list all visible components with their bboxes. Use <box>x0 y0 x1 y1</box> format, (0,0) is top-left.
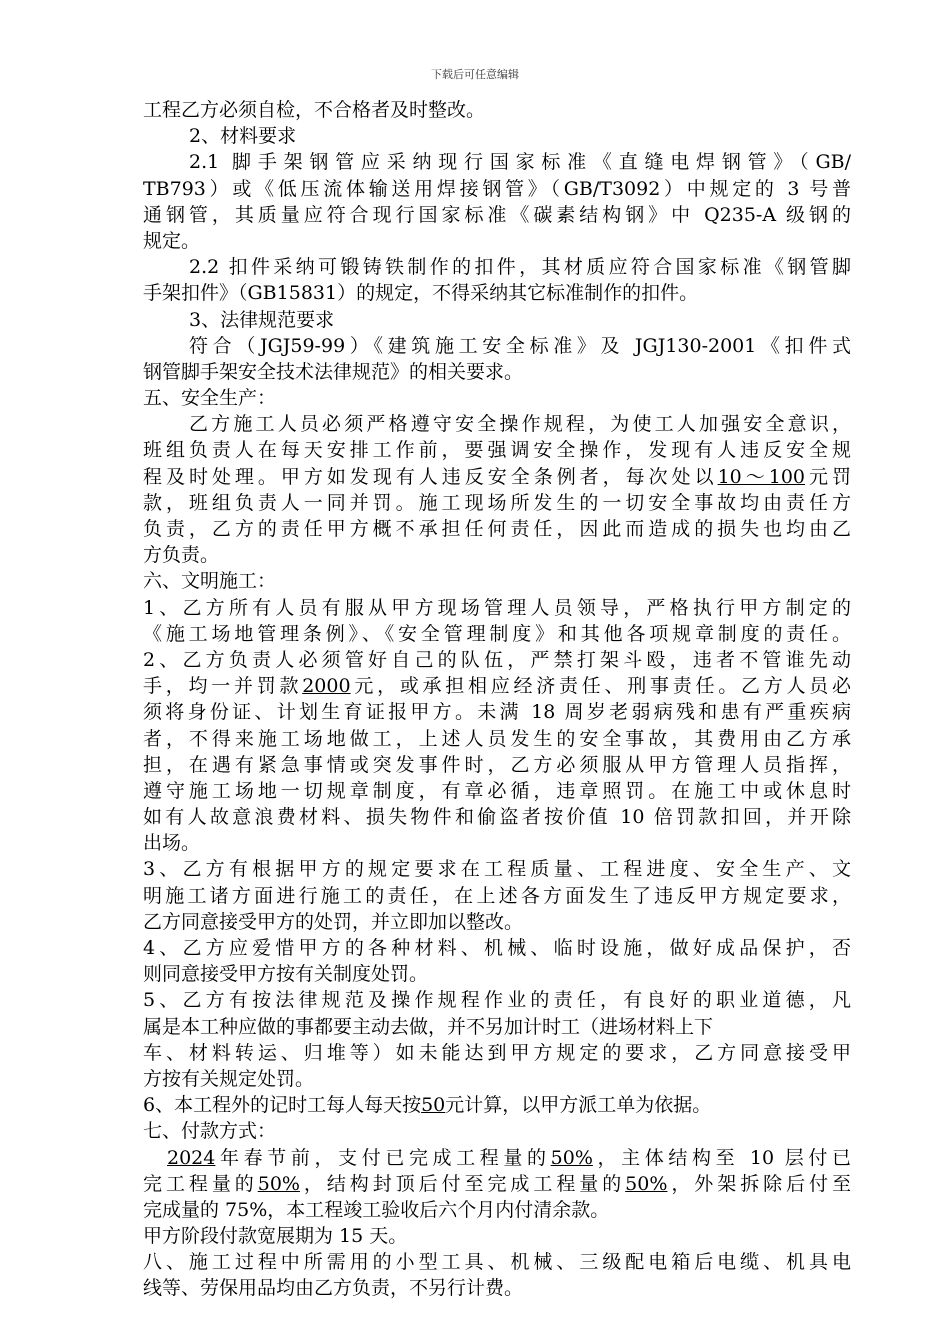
payment-year: 2024 <box>167 1146 216 1169</box>
text-segment: ，主体结构至 10 层付已 <box>592 1146 851 1169</box>
text-line: 2.1 脚手架钢管应采纳现行国家标准《直缝电焊钢管》（GB/ <box>189 151 851 174</box>
document-body <box>143 97 851 1302</box>
text-line: 2.2 扣件采纳可锻铸铁制作的扣件，其材质应符合国家标准《钢管脚 <box>189 256 851 279</box>
text-line: 3、乙方有根据甲方的规定要求在工程质量、工程进度、安全生产、文 <box>143 858 851 881</box>
text-line: 者，不得来施工场地做工，上述人员发生的安全事故，其费用由乙方承 <box>143 727 851 750</box>
text-segment: 年春节前，支付已完成工程量的 <box>215 1146 551 1169</box>
section-heading: 七、付款方式： <box>143 1120 277 1143</box>
fine-amount: 10～100 <box>717 465 806 488</box>
text-line: 则同意接受甲方按有关制度处罚。 <box>143 963 429 986</box>
payment-percent: 50% <box>257 1172 300 1195</box>
text-line: 甲方阶段付款宽展期为 15 天。 <box>143 1225 408 1248</box>
text-line: 钢管脚手架安全技术法律规范》的相关要求。 <box>143 360 524 383</box>
text-line: 出场。 <box>143 832 201 855</box>
text-line: TB793）或《低压流体输送用焊接钢管》（GB/T3092）中规定的 3 号普 <box>143 177 851 200</box>
text-segment: 元，或承担相应经济责任、刑事责任。乙方人员必 <box>350 675 851 698</box>
text-line: 工程乙方必须自检，不合格者及时整改。 <box>143 99 486 121</box>
text-segment: 元计算，以甲方派工单为依据。 <box>445 1094 712 1117</box>
text-line: 5、乙方有按法律规范及操作规程作业的责任，有良好的职业道德，凡 <box>143 989 851 1012</box>
payment-percent: 50% <box>625 1172 668 1195</box>
text-line: 2、乙方负责人必须管好自己的队伍，严禁打架斗殴，违者不管谁先动 <box>143 648 851 671</box>
text-segment: 6、本工程外的记时工每人每天按 <box>143 1094 422 1117</box>
section-heading: 2、材料要求 <box>189 125 297 148</box>
text-line: 《施工场地管理条例》、《安全管理制度》和其他各项规章制度的责任。 <box>143 622 851 645</box>
text-line: 乙方同意接受甲方的处罚，并立即加以整改。 <box>143 910 524 933</box>
text-line: 完成量的 75%，本工程竣工验收后六个月内付清余款。 <box>143 1198 610 1221</box>
text-segment: ，结构封顶后付至完成工程量的 <box>299 1172 626 1195</box>
text-line: 如有人故意浪费材料、损失物件和偷盗者按价值 10 倍罚款扣回，并开除 <box>143 806 851 829</box>
text-line: 线等、劳保用品均由乙方负责，不另行计费。 <box>143 1277 524 1300</box>
text-line: 八、施工过程中所需用的小型工具、机械、三级配电箱后电缆、机具电 <box>143 1251 851 1274</box>
text-segment: 完工程量的 <box>143 1172 258 1195</box>
text-line: 负责，乙方的责任甲方概不承担任何责任，因此而造成的损失也均由乙 <box>143 518 851 540</box>
text-line: 规定。 <box>143 229 201 252</box>
text-line <box>143 673 851 699</box>
text-line: 1、乙方所有人员有服从甲方现场管理人员领导，严格执行甲方制定的 <box>143 596 851 619</box>
section-heading: 五、安全生产： <box>143 387 277 410</box>
text-segment: 程及时处理。甲方如发现有人违反安全条例者，每次处以 <box>143 465 718 488</box>
text-line: 符合（JGJ59-99）《建筑施工安全标准》及 JGJ130-2001《扣件式 <box>189 334 851 357</box>
text-line: 遵守施工场地一切规章制度，有章必循，违章照罚。在施工中或休息时 <box>143 779 851 802</box>
text-line <box>143 1171 851 1197</box>
text-line: 车、材料转运、归堆等）如未能达到甲方规定的要求，乙方同意接受甲 <box>143 1041 851 1064</box>
text-line: 手架扣件》（GB15831）的规定，不得采纳其它标准制作的扣件。 <box>143 282 699 305</box>
text-line: 方按有关规定处罚。 <box>143 1067 315 1090</box>
text-line: 明施工诸方面进行施工的责任，在上述各方面发生了违反甲方规定要求， <box>143 884 851 907</box>
text-segment: ，外架拆除后付至 <box>667 1172 851 1195</box>
text-line: 班组负责人在每天安排工作前，要强调安全操作，发现有人违反安全规 <box>143 439 851 462</box>
payment-percent: 50% <box>550 1146 593 1169</box>
fine-amount: 2000 <box>302 675 351 698</box>
text-line: 属是本工种应做的事都要主动去做，并不另加计时工（进场材料上下 <box>143 1015 714 1038</box>
text-line <box>143 464 851 490</box>
text-line: 4、乙方应爱惜甲方的各种材料、机械、临时设施，做好成品保护，否 <box>143 937 851 959</box>
page-header-note: 下载后可任意编辑 <box>431 68 519 81</box>
text-line <box>143 1092 851 1118</box>
text-line: 担，在遇有紧急事情或突发事件时，乙方必须服从甲方管理人员指挥， <box>143 753 851 776</box>
text-segment: 手，均一并罚款 <box>143 675 303 698</box>
text-line: 乙方施工人员必须严格遵守安全操作规程，为使工人加强安全意识， <box>189 413 851 436</box>
text-segment: 元罚 <box>805 465 851 488</box>
text-line: 须将身份证、计划生育证报甲方。未满 18 周岁老弱病残和患有严重疾病 <box>143 701 851 724</box>
text-line: 通钢管，其质量应符合现行国家标准《碳素结构钢》中 Q235-A 级钢的 <box>143 203 851 226</box>
section-heading: 六、文明施工： <box>143 570 277 593</box>
daily-wage: 50 <box>421 1094 446 1117</box>
text-line: 方负责。 <box>143 544 220 567</box>
text-line <box>143 1145 851 1171</box>
text-line: 款，班组负责人一同并罚。施工现场所发生的一切安全事故均由责任方 <box>143 491 851 514</box>
section-heading: 3、法律规范要求 <box>189 308 335 331</box>
